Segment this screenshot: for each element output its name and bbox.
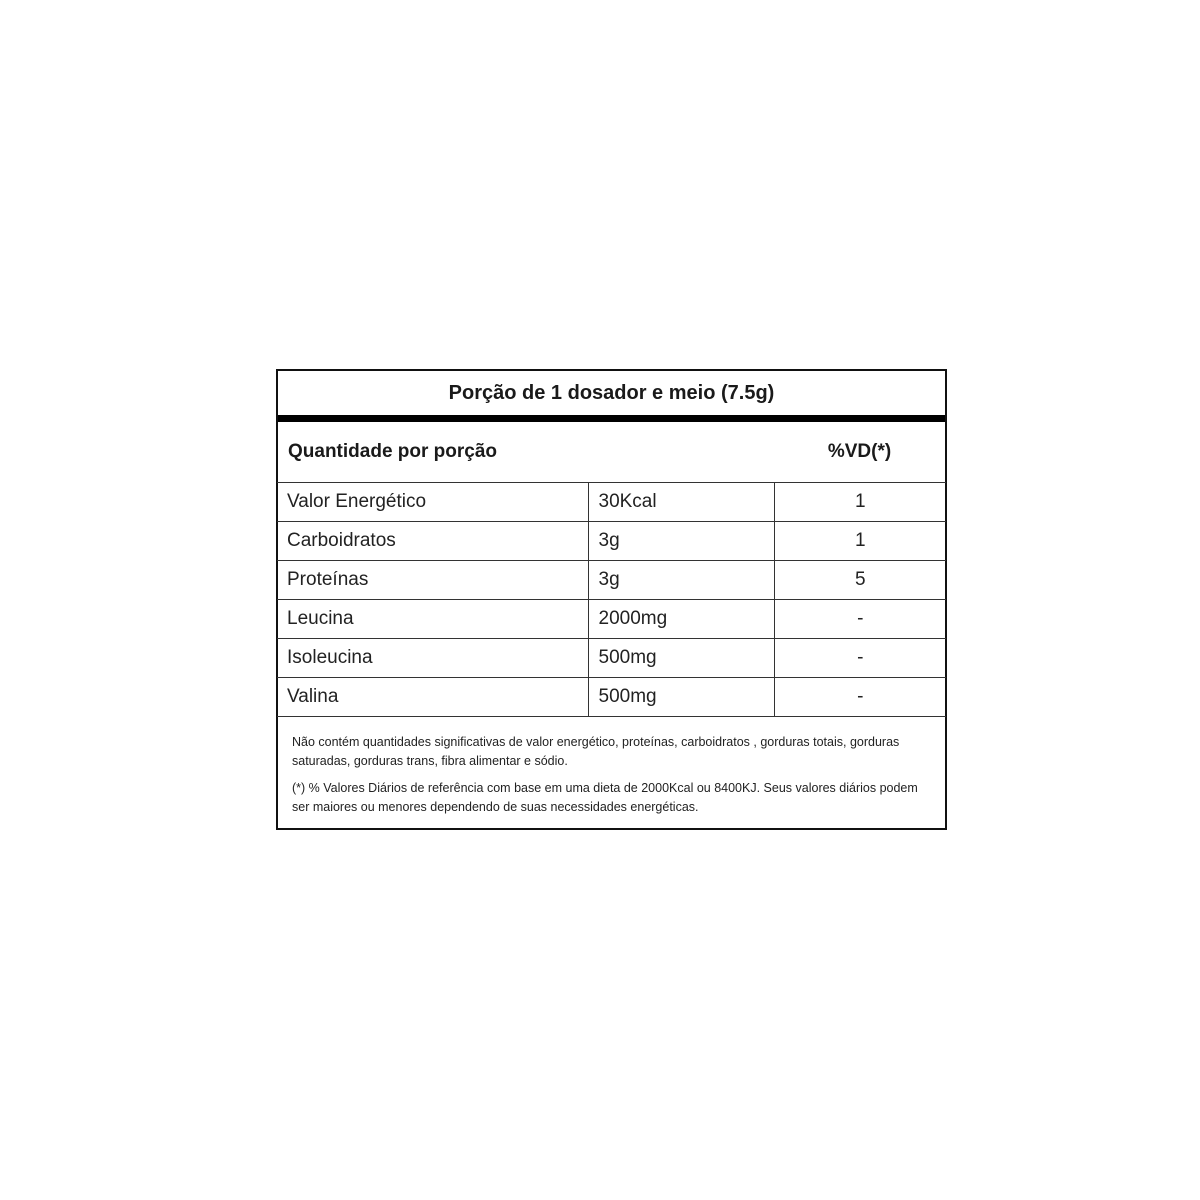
table-row	[277, 639, 946, 678]
nutrient-amount: 500mg	[588, 639, 774, 678]
footnotes	[278, 717, 945, 817]
nutrient-name: Valina	[277, 678, 588, 717]
nutrient-vd: 1	[774, 483, 946, 522]
table-row	[277, 522, 946, 561]
nutrient-name: Proteínas	[277, 561, 588, 600]
nutrient-vd: -	[774, 600, 946, 639]
nutrient-name: Carboidratos	[277, 522, 588, 561]
footnote-insignificant: Não contém quantidades significativas de valor energético, proteínas, carboidratos , gorduras totais, gorduras saturadas, gorduras trans, fibra alimentar e sódio.	[292, 735, 900, 768]
table-row	[277, 483, 946, 522]
table-row	[277, 678, 946, 717]
nutrient-vd: -	[774, 678, 946, 717]
nutrient-vd: -	[774, 639, 946, 678]
vd-header: %VD(*)	[827, 441, 892, 462]
nutrient-name: Isoleucina	[277, 639, 588, 678]
table-row	[277, 561, 946, 600]
nutrient-vd: 5	[774, 561, 946, 600]
table-header	[278, 422, 945, 482]
nutrient-amount: 3g	[588, 522, 774, 561]
nutrition-table	[277, 482, 946, 717]
footnote-daily-values: (*) % Valores Diários de referência com base em uma dieta de 2000Kcal ou 8400KJ. Seus valores diários podem ser maiores ou menores dependendo de suas necessidades energéticas.	[292, 781, 918, 814]
portion-title: Porção de 1 dosador e meio (7.5g)	[448, 382, 775, 404]
table-row	[277, 600, 946, 639]
nutrient-name: Leucina	[277, 600, 588, 639]
quantity-header: Quantidade por porção	[288, 441, 498, 462]
nutrient-vd: 1	[774, 522, 946, 561]
nutrient-amount: 500mg	[588, 678, 774, 717]
nutrient-amount: 2000mg	[588, 600, 774, 639]
nutrient-amount: 3g	[588, 561, 774, 600]
nutrient-amount: 30Kcal	[588, 483, 774, 522]
nutrition-facts-panel	[276, 369, 947, 830]
thick-divider	[278, 415, 945, 422]
nutrient-name: Valor Energético	[277, 483, 588, 522]
